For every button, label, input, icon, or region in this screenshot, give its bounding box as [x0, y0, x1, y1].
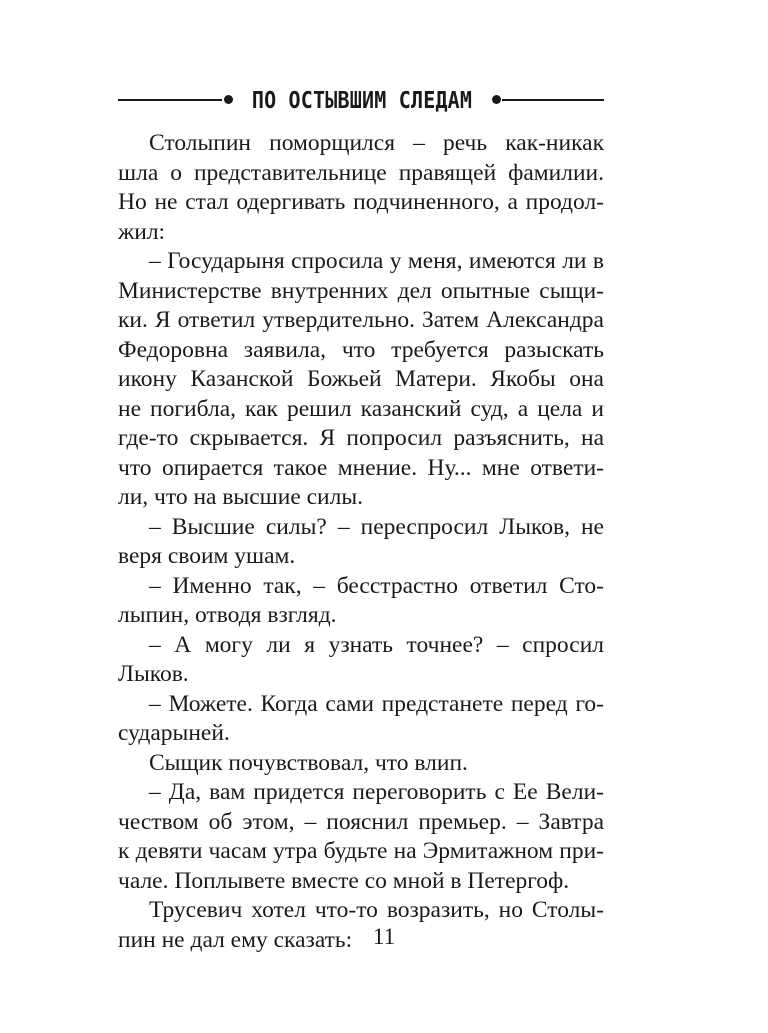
text-line: – Можете. Когда сами предстанете перед го-: [149, 690, 604, 717]
running-header-title: ПО ОСТЫВШИМ СЛЕДАМ: [251, 86, 473, 114]
header-rule-right: [502, 99, 604, 101]
text-line: Трусевич хотел что-то возразить, но Столы-: [149, 897, 604, 923]
header-rule-left: [118, 99, 222, 101]
text-line: шла о представительнице правящей фамилии.: [118, 159, 604, 186]
text-line: веря своим ушам.: [118, 543, 296, 569]
text-line: Сыщик почувствовал, что влип.: [149, 749, 468, 776]
text-line: Федоровна заявила, что требуется разыскать: [118, 336, 604, 363]
text-line: Лыков.: [118, 661, 189, 687]
text-line: чеством об этом, – пояснил премьер. – Завтра: [118, 808, 604, 835]
text-line: – Высшие силы? – переспросил Лыков, не: [149, 513, 604, 540]
text-line: не погибла, как решил казанский суд, а цела и: [118, 395, 604, 422]
text-line: Столыпин поморщился – речь как-никак: [149, 130, 604, 156]
text-line: ки. Я ответил утвердительно. Затем Александра: [118, 307, 604, 333]
page-number: 11: [372, 924, 396, 949]
text-line: икону Казанской Божьей Матери. Якобы она: [118, 366, 604, 392]
header-bullet-right: [492, 95, 501, 104]
text-line: ли, что на высшие силы.: [118, 484, 364, 510]
text-line: к девяти часам утра будьте на Эрмитажном при-: [118, 838, 604, 864]
text-line: – Именно так, – бесстрастно ответил Сто-: [149, 572, 604, 599]
text-line: что опирается такое мнение. Ну... мне ответи-: [118, 454, 604, 481]
text-line: пин не дал ему сказать:: [118, 926, 353, 953]
text-line: где-то скрывается. Я попросил разъяснить, на: [118, 425, 604, 451]
text-line: Но не стал одергивать подчиненного, а продол-: [118, 189, 604, 215]
text-line: жил:: [118, 218, 166, 245]
text-line: лыпин, отводя взгляд.: [118, 602, 337, 628]
body-text: [118, 129, 604, 955]
text-line: сударыней.: [118, 720, 230, 746]
text-line: – Государыня спросила у меня, имеются ли в: [149, 248, 604, 274]
header-bullet-left: [224, 95, 233, 104]
text-line: – Да, вам придется переговорить с Ее Вели-: [149, 779, 604, 805]
text-line: Министерстве внутренних дел опытные сыщи-: [118, 277, 604, 304]
text-line: – А могу ли я узнать точнее? – спросил: [149, 631, 604, 658]
text-line: чале. Поплывете вместе со мной в Петергоф.: [118, 867, 570, 894]
running-header: [118, 82, 604, 118]
